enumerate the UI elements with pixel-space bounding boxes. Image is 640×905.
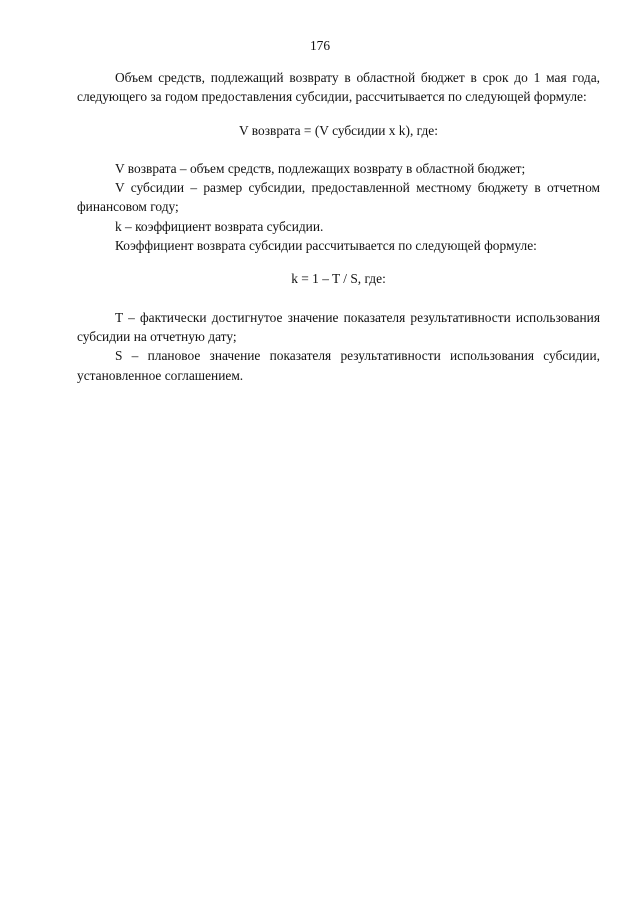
definition-s: S – плановое значение показателя результативности использования субсидии, установленное соглашением.	[77, 348, 600, 383]
k-intro-paragraph: Коэффициент возврата субсидии рассчитывается по следующей формуле:	[115, 238, 537, 254]
definition-k: k – коэффициент возврата субсидии.	[115, 218, 324, 234]
formula-v-return: V возврата = (V субсидии х k), где:	[239, 122, 438, 138]
intro-paragraph: Объем средств, подлежащий возврату в областной бюджет в срок до 1 мая года, следующего за годом предоставления субсидии, рассчитывается по следующей формуле:	[77, 70, 600, 105]
page-content	[77, 68, 600, 385]
definition-v-subsidy: V субсидии – размер субсидии, предоставленной местному бюджету в отчетном финансовом году;	[77, 180, 600, 215]
page-number: 176	[309, 38, 331, 53]
definition-t: T – фактически достигнутое значение показателя результативности использования субсидии на отчетную дату;	[77, 309, 600, 344]
formula-k: k = 1 – T / S, где:	[291, 271, 386, 287]
spacer	[77, 289, 600, 308]
spacer	[77, 107, 600, 121]
spacer	[77, 140, 600, 159]
definition-v-return: V возврата – объем средств, подлежащих возврату в областной бюджет;	[115, 160, 526, 176]
spacer	[77, 255, 600, 269]
